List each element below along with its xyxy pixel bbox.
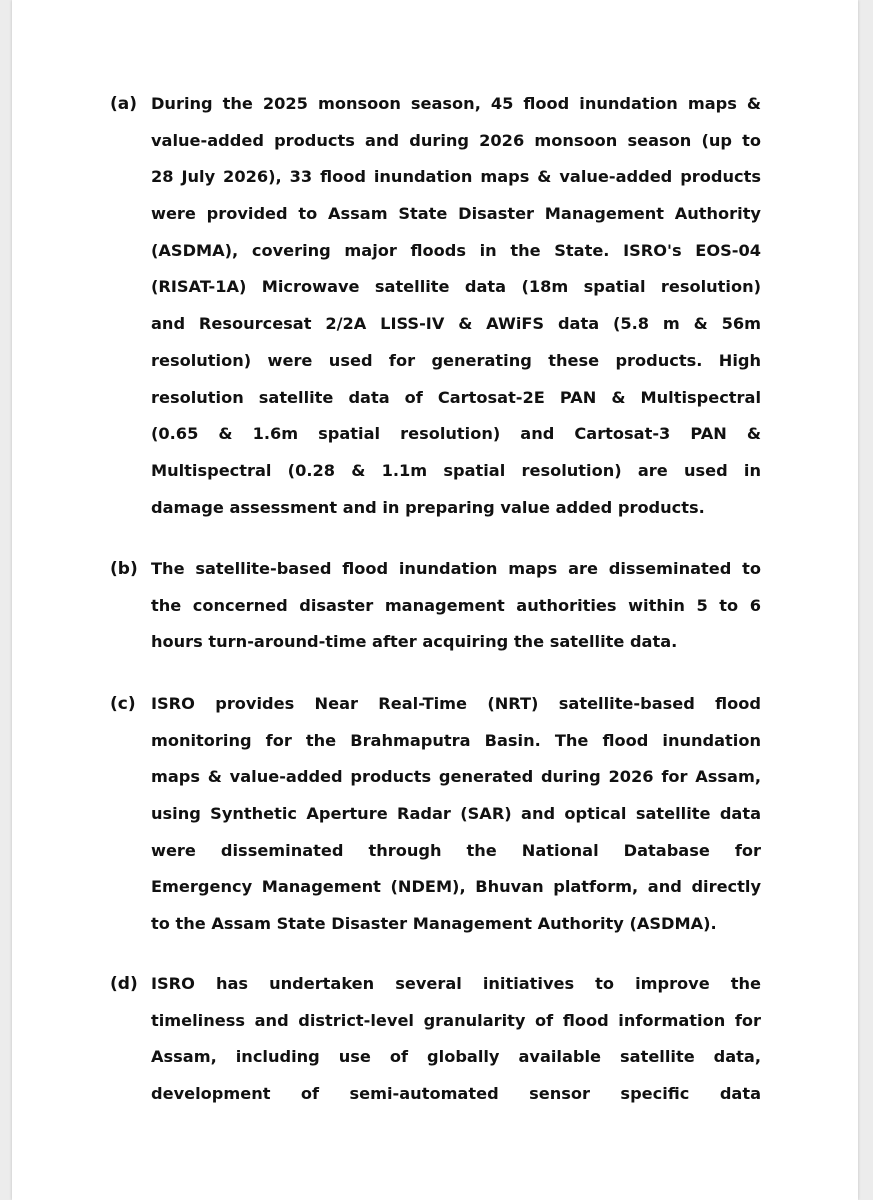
text-line: Assam, including use of globally available satellite data,: [151, 1047, 761, 1067]
document-page: [12, 0, 858, 1200]
item-text: [151, 966, 761, 1113]
text-line: The satellite-based flood inundation maps are disseminated to: [151, 559, 761, 578]
text-line: ISRO has undertaken several initiatives to improve the: [151, 974, 761, 993]
text-line: (0.65 & 1.6m spatial resolution) and Cartosat-3 PAN &: [151, 424, 761, 444]
text-line: hours turn-around-time after acquiring the satellite data.: [151, 632, 678, 652]
text-line: monitoring for the Brahmaputra Basin. The flood inundation: [151, 730, 761, 750]
item-label: (d): [110, 974, 138, 994]
text-line: timeliness and district-level granularity of flood information for: [151, 1010, 761, 1030]
text-line: During the 2025 monsoon season, 45 flood inundation maps &: [151, 94, 761, 113]
text-line: the concerned disaster management authorities within 5 to 6: [151, 595, 761, 615]
item-label: (b): [110, 559, 138, 579]
text-line: (ASDMA), covering major floods in the State. ISRO's EOS-04: [151, 240, 761, 260]
text-line: to the Assam State Disaster Management Authority (ASDMA).: [151, 914, 717, 934]
item-text: [151, 551, 761, 661]
text-line: development of semi-automated sensor specific data: [151, 1084, 761, 1104]
text-line: maps & value-added products generated during 2026 for Assam,: [151, 767, 761, 787]
text-line: 28 July 2026), 33 flood inundation maps & value-added products: [151, 167, 761, 187]
text-line: using Synthetic Aperture Radar (SAR) and optical satellite data: [151, 804, 761, 824]
text-line: were provided to Assam State Disaster Management Authority: [151, 204, 761, 224]
text-line: damage assessment and in preparing value added products.: [151, 497, 705, 517]
item-label: (c): [110, 694, 136, 714]
text-line: were disseminated through the National Database for: [151, 840, 761, 860]
text-line: Multispectral (0.28 & 1.1m spatial resolution) are used in: [151, 460, 761, 480]
item-text: [151, 86, 761, 526]
text-line: resolution) were used for generating these products. High: [151, 350, 761, 370]
text-line: resolution satellite data of Cartosat-2E PAN & Multispectral: [151, 387, 761, 407]
text-line: and Resourcesat 2/2A LISS-IV & AWiFS data (5.8 m & 56m: [151, 314, 761, 334]
text-line: Emergency Management (NDEM), Bhuvan platform, and directly: [151, 877, 761, 897]
text-line: (RISAT-1A) Microwave satellite data (18m spatial resolution): [151, 277, 761, 297]
item-label: (a): [110, 94, 138, 114]
item-text: [151, 686, 761, 943]
text-line: ISRO provides Near Real-Time (NRT) satellite-based flood: [151, 694, 761, 713]
text-line: value-added products and during 2026 monsoon season (up to: [151, 130, 761, 150]
